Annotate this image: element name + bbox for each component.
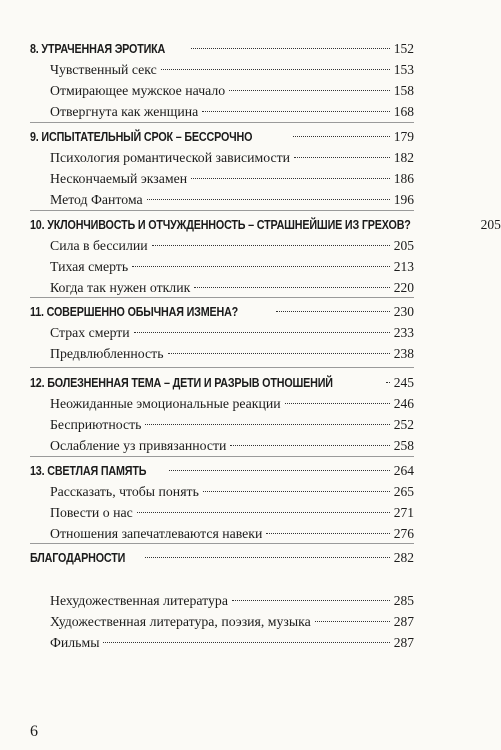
toc-chapter-heading[interactable] xyxy=(30,301,414,322)
toc-entry[interactable] xyxy=(30,502,414,523)
entry-title: Сила в бессилии xyxy=(50,238,148,253)
dot-leader xyxy=(232,600,390,601)
toc-chapter-11 xyxy=(30,301,414,364)
toc-entry[interactable] xyxy=(30,147,414,168)
entry-page-number: 265 xyxy=(393,484,414,499)
entry-title: Ослабление уз привязанности xyxy=(50,438,227,453)
chapter-title: 13. СВЕТЛАЯ ПАМЯТЬ xyxy=(30,464,147,478)
toc-chapter-8 xyxy=(30,38,414,122)
chapter-page-number: 264 xyxy=(393,463,414,478)
chapter-title: 10. УКЛОНЧИВОСТЬ И ОТЧУЖДЕННОСТЬ – СТРАШНЕЙШИЕ ИЗ ГРЕХОВ? xyxy=(30,218,411,232)
toc-chapter-heading[interactable] xyxy=(30,372,414,393)
dot-leader xyxy=(294,157,390,158)
dot-leader xyxy=(161,69,390,70)
toc-entry[interactable] xyxy=(30,322,414,343)
entry-title: Отмирающее мужское начало xyxy=(50,83,226,98)
chapter-page-number: 245 xyxy=(393,375,414,390)
chapter-page-number: 282 xyxy=(393,550,414,565)
entry-page-number: 213 xyxy=(393,259,414,274)
dot-leader xyxy=(152,245,390,246)
entry-title: Нескончаемый экзамен xyxy=(50,171,188,186)
entry-page-number: 168 xyxy=(393,104,414,119)
toc-entry[interactable] xyxy=(30,235,414,256)
toc-entry[interactable] xyxy=(30,343,414,364)
toc-chapter-heading[interactable] xyxy=(30,214,501,235)
dot-leader xyxy=(103,642,389,643)
dot-leader xyxy=(168,353,390,354)
toc-entry[interactable] xyxy=(30,277,414,298)
toc-chapter-13 xyxy=(30,460,414,544)
entry-page-number: 186 xyxy=(393,171,414,186)
dot-leader xyxy=(194,287,389,288)
entry-page-number: 271 xyxy=(393,505,414,520)
entry-page-number: 205 xyxy=(393,238,414,253)
entry-title: Бесприютность xyxy=(50,417,142,432)
entry-title: Когда так нужен отклик xyxy=(50,280,191,295)
section-divider xyxy=(30,122,414,123)
toc-entry[interactable] xyxy=(30,523,414,544)
chapter-page-number: 230 xyxy=(393,304,414,319)
chapter-title: 11. СОВЕРШЕННО ОБЫЧНАЯ ИЗМЕНА? xyxy=(30,305,239,319)
entry-page-number: 153 xyxy=(393,62,414,77)
dot-leader xyxy=(229,90,390,91)
toc-chapter-heading[interactable] xyxy=(30,126,414,147)
entry-page-number: 220 xyxy=(393,280,414,295)
entry-page-number: 276 xyxy=(393,526,414,541)
entry-title: Рассказать, чтобы понять xyxy=(50,484,199,499)
toc-entry[interactable] xyxy=(30,59,414,80)
section-divider xyxy=(30,297,414,298)
entry-title: Художественная литература, поэзия, музыка xyxy=(50,614,311,629)
dot-leader xyxy=(276,311,390,312)
entry-page-number: 158 xyxy=(393,83,414,98)
entry-title: Страх смерти xyxy=(50,325,130,340)
entry-title: Неожиданные эмоциональные реакции xyxy=(50,396,281,411)
toc-chapter-heading[interactable] xyxy=(30,547,414,568)
dot-leader xyxy=(202,111,389,112)
dot-leader xyxy=(145,424,389,425)
dot-leader xyxy=(145,557,390,558)
section-divider xyxy=(30,456,414,457)
entry-page-number: 252 xyxy=(393,417,414,432)
entry-title: Психология романтической зависимости xyxy=(50,150,291,165)
dot-leader xyxy=(293,136,390,137)
chapter-title: 12. БОЛЕЗНЕННАЯ ТЕМА – ДЕТИ И РАЗРЫВ ОТНОШЕНИЙ xyxy=(30,376,333,390)
dot-leader xyxy=(191,48,390,49)
page-number: 6 xyxy=(30,723,38,740)
entry-page-number: 287 xyxy=(393,614,414,629)
chapter-title: 9. ИСПЫТАТЕЛЬНЫЙ СРОК – БЕССРОЧНО xyxy=(30,130,253,144)
toc-entry[interactable] xyxy=(30,481,414,502)
toc-acknowledgements xyxy=(30,547,414,653)
dot-leader xyxy=(315,621,390,622)
entry-page-number: 287 xyxy=(393,635,414,650)
entry-title: Предвлюбленность xyxy=(50,346,164,361)
toc-entry[interactable] xyxy=(30,80,414,101)
dot-leader xyxy=(203,491,390,492)
toc-entry[interactable] xyxy=(30,632,414,653)
entry-title: Отношения запечатлеваются навеки xyxy=(50,526,263,541)
dot-leader xyxy=(132,266,390,267)
toc-chapter-10 xyxy=(30,214,501,298)
dot-leader xyxy=(147,199,390,200)
dot-leader xyxy=(137,512,390,513)
chapter-title: 8. УТРАЧЕННАЯ ЭРОТИКА xyxy=(30,42,166,56)
dot-leader xyxy=(266,533,389,534)
entry-page-number: 196 xyxy=(393,192,414,207)
entry-title: Тихая смерть xyxy=(50,259,129,274)
toc-chapter-12 xyxy=(30,372,414,456)
entry-title: Чувственный секс xyxy=(50,62,157,77)
toc-entry[interactable] xyxy=(30,393,414,414)
chapter-page-number: 179 xyxy=(393,129,414,144)
toc-chapter-heading[interactable] xyxy=(30,460,414,481)
toc-chapter-heading[interactable] xyxy=(30,38,414,59)
chapter-page-number: 152 xyxy=(393,41,414,56)
entry-title: Повести о нас xyxy=(50,505,133,520)
toc-chapter-9 xyxy=(30,126,414,210)
entry-title: Нехудожественная литература xyxy=(50,593,228,608)
dot-leader xyxy=(191,178,390,179)
toc-entry[interactable] xyxy=(30,189,414,210)
toc-entry[interactable] xyxy=(30,256,414,277)
section-divider xyxy=(30,210,414,211)
dot-leader xyxy=(230,445,389,446)
toc-entry[interactable] xyxy=(30,414,414,435)
section-divider xyxy=(30,543,414,544)
dot-leader xyxy=(134,332,390,333)
entry-page-number: 246 xyxy=(393,396,414,411)
entry-title: Метод Фантома xyxy=(50,192,143,207)
toc-entry[interactable] xyxy=(30,435,414,456)
toc-entry[interactable] xyxy=(30,611,414,632)
toc-entry[interactable] xyxy=(30,168,414,189)
spacer xyxy=(30,568,414,590)
dot-leader xyxy=(285,403,390,404)
entry-page-number: 285 xyxy=(393,593,414,608)
toc-entry[interactable] xyxy=(30,590,414,611)
chapter-title: БЛАГОДАРНОСТИ xyxy=(30,551,126,565)
section-divider xyxy=(30,367,414,368)
entry-page-number: 182 xyxy=(393,150,414,165)
entry-page-number: 258 xyxy=(393,438,414,453)
chapter-page-number: 205 xyxy=(480,217,501,232)
entry-page-number: 233 xyxy=(393,325,414,340)
entry-title: Отвергнута как женщина xyxy=(50,104,199,119)
toc-entry[interactable] xyxy=(30,101,414,122)
dot-leader xyxy=(386,382,390,383)
entry-page-number: 238 xyxy=(393,346,414,361)
dot-leader xyxy=(169,470,390,471)
entry-title: Фильмы xyxy=(50,635,100,650)
